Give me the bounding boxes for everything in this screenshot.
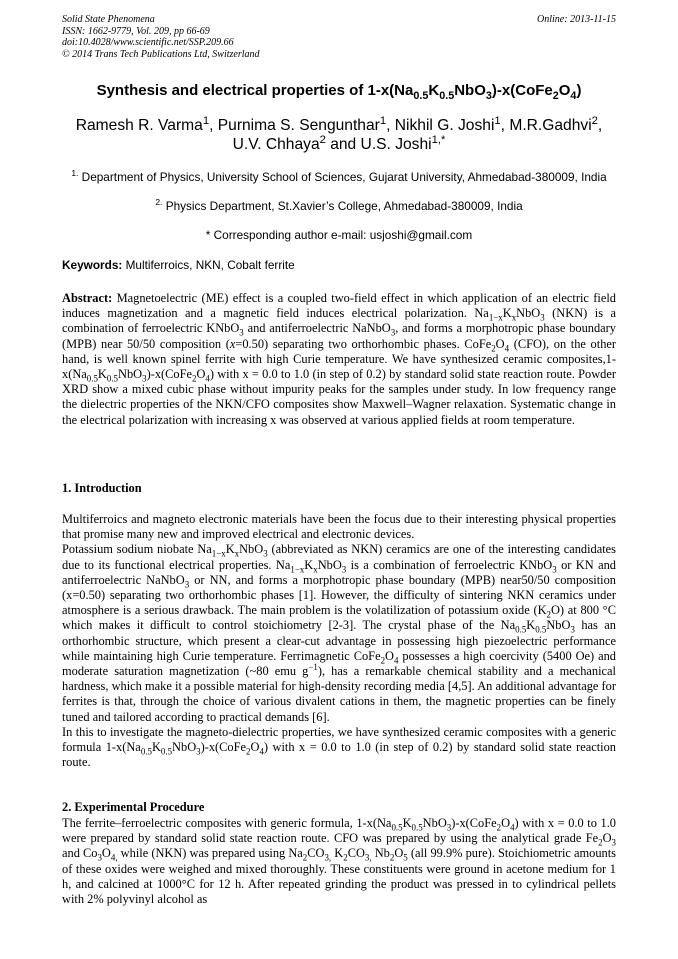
journal-name: Solid State Phenomena xyxy=(62,14,155,25)
experimental-body: The ferrite–ferroelectric composites with generic formula, $1-x(Na_{0.5}K_{0.5}NbO_3)-x(CoFe_2O_4)$ with x = 0.0 to 1.0 were prepared by standard solid state reaction route. CFO was prepared by using the analytical grade $Fe_2O_3$ and $Co_3O_{4,}$ while (NKN) was prepared using $Na_2CO_{3,}$ $K_2CO_{3,}$ $Nb_2O_5$ (all 99.9% pure). Stoichiometric amounts of these oxides were weighed and mixed thoroughly. These constituents were ground in acetone medium for 1 h, and calcined at 1000°C for 12 h. After repeated grinding the product was pressed in to cylindrical pellets with 2% polyvinyl alcohol as xyxy=(62,816,616,907)
abstract: Abstract: Magnetoelectric (ME) effect is a coupled two-field effect in which application of an electric field induces magnetization and a magnetic field induces electrical polarization. $Na_{1-x}K_xNbO_3$ (NKN) is a combination of ferroelectric KNbO$_3$ and antiferroelectric NaNbO$_3$, and forms a morphotropic phase boundary (MPB) near 50/50 composition (x=0.50) separating two orthorhombic phases. $CoFe_2O_4$ (CFO), on the other hand, is well known spinel ferrite with high Curie temperature. We have synthesized ceramic $composites,1-x(Na_{0.5}K_{0.5}NbO_3)-x(CoFe_2O_4)$ with x = 0.0 to 1.0 (in step of 0.2) by standard solid state reaction route. Powder XRD show a mixed cubic phase without impurity peaks for the samples under study. In low frequency range the dielectric properties of the NKN/CFO composites show Maxwell–Wagner relaxation. Systematic change in the electrical polarization with increasing x was observed at various applied fields at room temperature. xyxy=(62,291,617,427)
intro-paragraph-2: Potassium sodium niobate $Na_{1-x}K_xNbO_3$ (abbreviated as NKN) ceramics are one of the interesting candidates due to its functional electrical properties. $Na_{1-x}K_xNbO_3$ is a combination of ferroelectric KNbO$_3$ or KN and antiferroelectric NaNbO$_3$ or NN, and forms a morphotropic phase boundary (MPB) near50/50 composition (x=0.50) separating two orthorhombic phases [1]. However, the difficulty of sintering NKN ceramics under atmosphere is a serious drawback. The main problem is the volatilization of potassium oxide $(K_2O)$ at 800 °C which makes it difficult to control stoichiometry [2-3]. The crystal phase of the $Na_{0.5}K_{0.5}NbO_3$ has an orthorhombic structure, which present a clear-cut advantage in possessing high piezoelectric performance while maintaining high Curie temperature. Ferrimagnetic $CoFe_2O_4$ possesses a high coercivity (5400 Oe) and moderate saturation magnetization (~80 emu $g^{-1}$), has a remarkable chemical stability and a mechanical hardness, which make it a possible material for high-density recording media [4,5]. An additional advantage for ferrites is that, through the choice of various divalent cations in them, the magnetic properties can be finely tuned and tailored according to practical demands [6]. xyxy=(62,542,617,724)
abstract-label: Abstract: xyxy=(62,291,113,305)
introduction-body xyxy=(62,512,616,770)
keywords: Keywords: Multiferroics, NKN, Cobalt ferrite xyxy=(62,258,295,272)
affiliation-1: $^{1.}$ Department of Physics, University School of Sciences, Gujarat University, Ahmedabad-380009, India xyxy=(71,168,607,184)
online-date: Online: 2013-11-15 xyxy=(537,14,616,25)
paper-title: Synthesis and electrical properties of $1-x(Na_{0.5}K_{0.5}NbO_3)-x(CoFe_2O_4)$ xyxy=(96,82,582,102)
affiliation-2: $^{2.}$ Physics Department, St.Xavier’s College, Ahmedabad-380009, India xyxy=(155,197,523,213)
corresponding-author: * Corresponding author e-mail: usjoshi@gmail.com xyxy=(205,228,473,242)
section-heading-introduction: 1. Introduction xyxy=(62,481,142,495)
copyright-line: © 2014 Trans Tech Publications Ltd, Switzerland xyxy=(62,48,260,60)
doi-line: doi:10.4028/www.scientific.net/SSP.209.66 xyxy=(62,37,234,49)
author-list: Ramesh R. Varma$^1$, Purnima S. Sengunthar$^1$, Nikhil G. Joshi$^1$, M.R.Gadhvi$^2$, U.V. Chhaya$^2$ and U.S. Joshi$^{1,*}$ xyxy=(75,114,603,153)
section-heading-experimental: 2. Experimental Procedure xyxy=(62,800,205,814)
issn-line: ISSN: 1662-9779, Vol. 209, pp 66-69 xyxy=(62,25,210,37)
intro-paragraph-1: Multiferroics and magneto electronic materials have been the focus due to their interesting physical properties that promise many new and improved electrical and electronic devices. xyxy=(62,512,616,542)
intro-paragraph-3: In this to investigate the magneto-dielectric properties, we have synthesized ceramic composites with a generic formula $1-x(Na_{0.5}K_{0.5}NbO_3)-x(CoFe_2O_4)$ with x = 0.0 to 1.0 (in step of 0.2) by standard solid state reaction route. xyxy=(62,724,616,770)
journal-header xyxy=(62,14,616,60)
